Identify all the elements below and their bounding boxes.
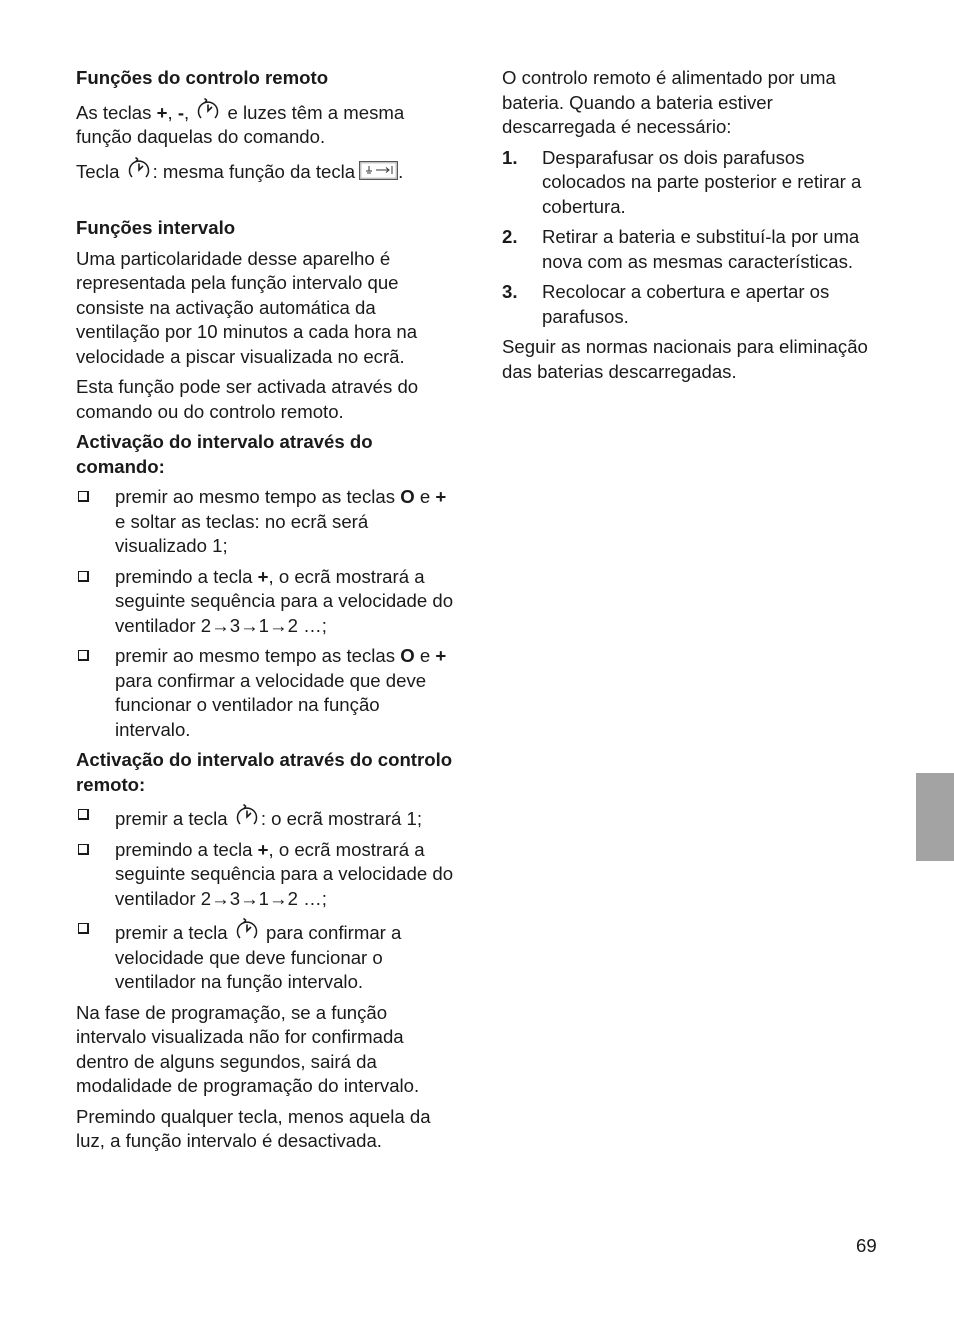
checkbox-bullet-icon	[78, 923, 89, 934]
list-item: premir ao mesmo tempo as teclas O e + e soltar as teclas: no ecrã será visualizado 1;	[76, 485, 454, 559]
section-heading-activation-remote: Activação do intervalo através do controlo remoto:	[76, 749, 453, 795]
right-column	[502, 66, 882, 384]
paragraph-battery-disposal: Seguir as normas nacionais para eliminação das baterias descarregadas.	[502, 336, 868, 382]
side-tab-marker	[916, 773, 954, 861]
timer-clock-icon	[234, 803, 260, 829]
paragraph-interval-activation: Esta função pode ser activada através do comando ou do controlo remoto.	[76, 376, 419, 422]
checkbox-bullet-icon	[78, 571, 89, 582]
checkbox-bullet-icon	[78, 809, 89, 820]
paragraph-programming-timeout: Na fase de programação, se a função intervalo visualizada não for confirmada dentro de alguns segundos, sairá da modalidade de programação do intervalo.	[76, 1001, 420, 1096]
timer-clock-icon	[195, 97, 221, 123]
checkbox-bullet-icon	[78, 650, 89, 661]
numbered-step: 3. Recolocar a cobertura e apertar os parafusos.	[502, 281, 830, 327]
numbered-step: 2. Retirar a bateria e substituí-la por uma nova com as mesmas características.	[502, 226, 860, 272]
step-number: 1.	[502, 146, 518, 168]
paragraph-interval-description: Uma particolaridade desse aparelho é representada pela função intervalo que consiste na activação automática da ventilação por 10 minutos a cada hora na velocidade a piscar visualizada no ecrã.	[76, 247, 418, 367]
page-number: 69	[856, 1235, 877, 1256]
checkbox-bullet-icon	[78, 491, 89, 502]
fan-timer-key-icon	[359, 161, 398, 180]
section-heading-remote-functions: Funções do controlo remoto	[76, 67, 329, 88]
list-item: premindo a tecla +, o ecrã mostrará a seguinte sequência para a velocidade do ventilador 2→3→1→2 …;	[76, 565, 454, 639]
paragraph-battery-intro: O controlo remoto é alimentado por uma bateria. Quando a bateria estiver descarregada é necessário:	[502, 67, 836, 137]
step-number: 2.	[502, 226, 518, 247]
paragraph-deactivation: Premindo qualquer tecla, menos aquela da luz, a função intervalo é desactivada.	[76, 1105, 431, 1151]
left-column	[76, 66, 454, 1154]
list-item: premir a tecla : o ecrã mostrará 1;	[76, 803, 454, 832]
paragraph-remote-keys: As teclas +, -, e luzes têm a mesma função daquelas do comando.	[76, 97, 454, 150]
section-heading-interval-functions: Funções intervalo	[76, 217, 236, 238]
list-item: premir ao mesmo tempo as teclas O e + para confirmar a velocidade que deve funcionar o ventilador na função intervalo.	[76, 644, 454, 742]
checkbox-bullet-icon	[78, 844, 89, 855]
section-heading-activation-command: Activação do intervalo através do comando:	[76, 431, 373, 477]
paragraph-timer-key: Tecla : mesma função da tecla .	[76, 156, 454, 185]
timer-clock-icon	[234, 917, 260, 943]
list-item: premir a tecla para confirmar a velocidade que deve funcionar o ventilador na função intervalo.	[76, 917, 454, 995]
step-number: 3.	[502, 281, 518, 302]
numbered-step: 1. Desparafusar os dois parafusos colocados na parte posterior e retirar a cobertura.	[502, 146, 862, 217]
timer-clock-icon	[126, 156, 152, 182]
list-item: premindo a tecla +, o ecrã mostrará a seguinte sequência para a velocidade do ventilador 2→3→1→2 …;	[76, 838, 454, 912]
